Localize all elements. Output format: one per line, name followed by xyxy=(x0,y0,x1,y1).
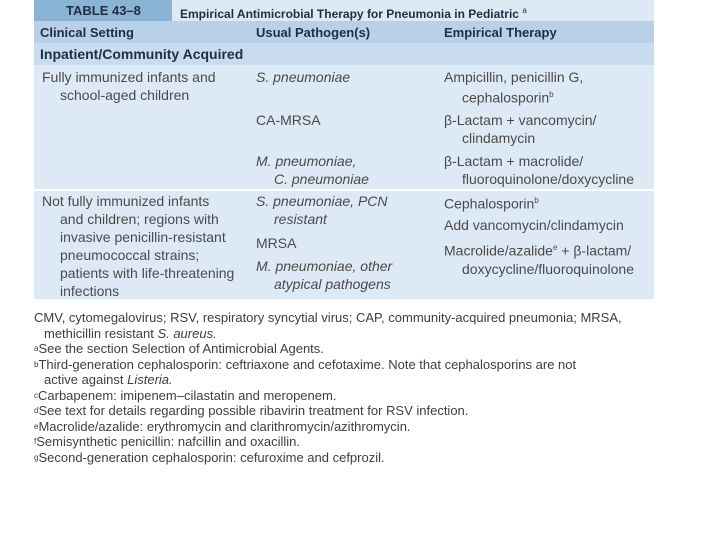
row-divider xyxy=(34,189,654,191)
column-header-row xyxy=(34,21,654,43)
table-footnotes xyxy=(34,310,674,465)
footnote-e: $^e$Macrolide/azalide: erythromycin and clarithromycin/azithromycin. xyxy=(34,418,411,434)
row2-setting: Not fully immunized infants and children; regions with invasive penicillin-resistant pneumococcal strains; patients with life-threatening infections xyxy=(42,193,235,299)
row1-setting: Fully immunized infants and school-aged children xyxy=(42,69,216,103)
table-title: Empirical Antimicrobial Therapy for Pneumonia in Pediatric $^a$ xyxy=(180,6,527,21)
row1-pathogen-2: CA-MRSA xyxy=(256,112,321,128)
footnote-a: $^a$See the section Selection of Antimicrobial Agents. xyxy=(34,341,324,356)
col-empirical-therapy: Empirical Therapy xyxy=(444,25,557,40)
pneumonia-therapy-table xyxy=(34,0,654,299)
footnote-d: $^d$See text for details regarding possible ribavirin treatment for RSV infection. xyxy=(34,403,469,418)
row1-therapy-2: β-Lactam + vancomycin/ clindamycin xyxy=(444,112,597,146)
row2-therapy-1: Cephalosporin$^b$ xyxy=(444,195,539,212)
row1-pathogen-3: M. pneumoniae, C. pneumoniae xyxy=(256,153,369,187)
row1-pathogen-1: S. pneumoniae xyxy=(256,69,351,85)
row1-therapy-3: β-Lactam + macrolide/ fluoroquinolone/doxycycline xyxy=(444,153,634,187)
table-title-mark: a xyxy=(522,6,527,15)
footnote-f: $^f$Semisynthetic penicillin: nafcillin and oxacillin. xyxy=(34,434,300,449)
row2-therapy-3: Macrolide/azalide$^e$ + β-lactam/ doxycycline/fluoroquinolone xyxy=(444,242,634,277)
col-clinical-setting: Clinical Setting xyxy=(40,25,134,40)
row2-therapy-2: Add vancomycin/clindamycin xyxy=(444,217,624,233)
row1-therapy-1: Ampicillin, penicillin G, cephalosporin$^b$ xyxy=(444,69,584,106)
footnote-abbreviations: CMV, cytomegalovirus; RSV, respiratory syncytial virus; CAP, community-acquired pneumonia; MRSA, xyxy=(34,310,622,325)
col-usual-pathogens: Usual Pathogen(s) xyxy=(256,25,371,40)
row2-pathogen-2: MRSA xyxy=(256,235,297,251)
footnote-b-cont: active against Listeria. xyxy=(44,372,173,387)
section-header: Inpatient/Community Acquired xyxy=(34,43,654,65)
footnote-abbreviations-cont: methicillin resistant S. aureus. xyxy=(44,325,217,341)
footnote-b: $^b$Third-generation cephalosporin: ceftriaxone and cefotaxime. Note that cephalosporins are not xyxy=(34,356,577,372)
table-title-bar xyxy=(34,0,654,21)
table-label: TABLE 43–8 xyxy=(34,0,172,21)
row2-pathogen-3: M. pneumoniae, other atypical pathogens xyxy=(256,258,393,292)
row2-pathogen-1: S. pneumoniae, PCN resistant xyxy=(256,193,388,227)
footnote-g: $^g$Second-generation cephalosporin: cefuroxime and cefprozil. xyxy=(34,449,385,465)
footnote-c: $^c$Carbapenem: imipenem–cilastatin and meropenem. xyxy=(34,387,337,403)
